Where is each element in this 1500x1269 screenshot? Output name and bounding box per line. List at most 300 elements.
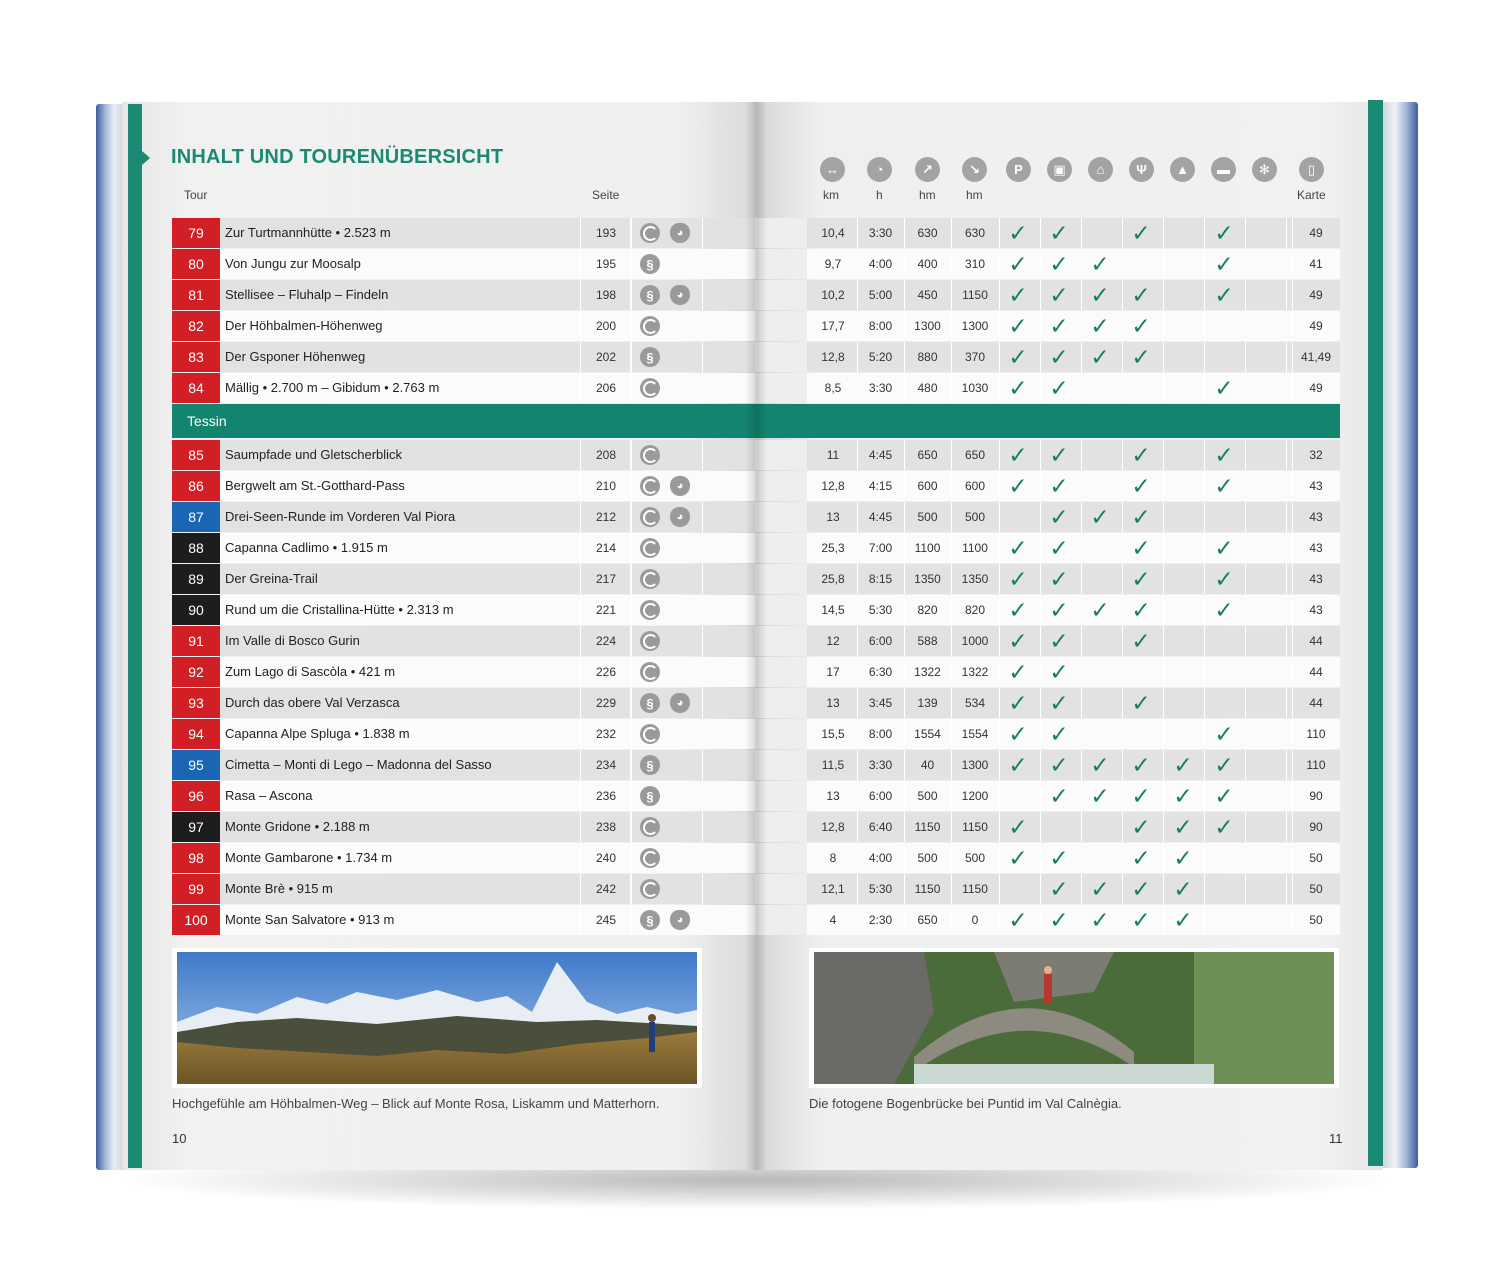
tour-name: Zur Turtmannhütte • 2.523 m bbox=[225, 225, 391, 240]
divider bbox=[999, 719, 1000, 749]
divider bbox=[1081, 595, 1082, 625]
tour-descent: 1150 bbox=[962, 882, 988, 896]
tour-map: 49 bbox=[1309, 288, 1323, 302]
divider bbox=[702, 688, 703, 718]
divider bbox=[1245, 874, 1246, 904]
tour-km: 25,3 bbox=[821, 541, 845, 555]
divider bbox=[1286, 781, 1287, 811]
signpost-icon: ↔ bbox=[820, 157, 845, 182]
divider bbox=[1122, 626, 1123, 656]
divider bbox=[1163, 280, 1164, 310]
hut-icon: ▲ bbox=[1170, 157, 1195, 182]
path-wave-icon: § bbox=[640, 910, 660, 930]
tour-number: 99 bbox=[172, 874, 220, 904]
divider bbox=[1245, 342, 1246, 372]
page-number-right: 11 bbox=[1329, 1131, 1343, 1146]
tour-ascent: 500 bbox=[917, 510, 938, 524]
tour-map: 110 bbox=[1306, 758, 1326, 772]
col-km: km bbox=[823, 188, 839, 202]
divider bbox=[1245, 750, 1246, 780]
divider bbox=[1122, 874, 1123, 904]
tour-km: 8,5 bbox=[824, 381, 842, 395]
matterhorn-panorama bbox=[177, 952, 697, 1084]
divider bbox=[1122, 781, 1123, 811]
divider bbox=[702, 373, 703, 403]
path-wave-icon: § bbox=[640, 254, 660, 274]
tour-page: 214 bbox=[580, 533, 632, 563]
tour-number: 82 bbox=[172, 311, 220, 341]
check-icon: ✓ bbox=[1049, 907, 1069, 933]
check-icon: ✓ bbox=[1173, 845, 1193, 871]
divider bbox=[1204, 311, 1205, 341]
check-icon: ✓ bbox=[1131, 597, 1151, 623]
tour-hours: 6:30 bbox=[868, 665, 893, 679]
check-icon: ✓ bbox=[1090, 504, 1110, 530]
divider bbox=[1286, 719, 1287, 749]
divider bbox=[1081, 471, 1082, 501]
check-icon: ✓ bbox=[1131, 876, 1151, 902]
right-green-strip bbox=[1368, 100, 1383, 1166]
check-icon: ✓ bbox=[1131, 690, 1151, 716]
tour-km: 12,1 bbox=[821, 882, 845, 896]
round-tour-icon bbox=[640, 848, 660, 868]
check-icon: ✓ bbox=[1214, 597, 1234, 623]
divider bbox=[1204, 905, 1205, 935]
divider bbox=[1122, 812, 1123, 842]
divider bbox=[1245, 626, 1246, 656]
divider bbox=[1204, 373, 1205, 403]
stone-bridge-photo bbox=[814, 952, 1334, 1084]
tour-km: 10,2 bbox=[821, 288, 845, 302]
check-icon: ✓ bbox=[1131, 313, 1151, 339]
check-icon: ✓ bbox=[1131, 566, 1151, 592]
check-icon: ✓ bbox=[1049, 251, 1069, 277]
tour-map: 43 bbox=[1309, 510, 1323, 524]
check-icon: ✓ bbox=[1090, 344, 1110, 370]
col-hm-down: hm bbox=[966, 188, 983, 202]
divider bbox=[630, 218, 631, 248]
tour-name: Durch das obere Val Verzasca bbox=[225, 695, 400, 710]
tour-ascent: 500 bbox=[917, 851, 938, 865]
tour-hours: 4:00 bbox=[868, 851, 893, 865]
divider bbox=[1286, 843, 1287, 873]
divider bbox=[1204, 564, 1205, 594]
tour-name: Capanna Cadlimo • 1.915 m bbox=[225, 540, 388, 555]
divider bbox=[999, 564, 1000, 594]
path-wave-icon: § bbox=[640, 693, 660, 713]
check-icon: ✓ bbox=[1049, 535, 1069, 561]
divider bbox=[702, 471, 703, 501]
check-icon: ✓ bbox=[1131, 442, 1151, 468]
family-bear-icon: ◕ bbox=[670, 476, 690, 496]
tour-descent: 370 bbox=[964, 350, 986, 364]
family-bear-icon: ◕ bbox=[670, 693, 690, 713]
tour-page: 234 bbox=[580, 750, 632, 780]
tour-map: 41,49 bbox=[1300, 350, 1332, 364]
check-icon: ✓ bbox=[1131, 752, 1151, 778]
divider bbox=[1245, 218, 1246, 248]
tour-descent: 1150 bbox=[962, 288, 988, 302]
divider bbox=[1204, 812, 1205, 842]
divider bbox=[1204, 502, 1205, 532]
check-icon: ✓ bbox=[1214, 282, 1234, 308]
divider bbox=[1122, 688, 1123, 718]
divider bbox=[1245, 657, 1246, 687]
divider bbox=[1040, 342, 1041, 372]
check-icon: ✓ bbox=[1131, 845, 1151, 871]
tour-name: Der Höhbalmen-Höhenweg bbox=[225, 318, 383, 333]
tour-hours: 3:45 bbox=[868, 696, 893, 710]
divider bbox=[702, 874, 703, 904]
tour-hours: 2:30 bbox=[868, 913, 893, 927]
tour-number: 93 bbox=[172, 688, 220, 718]
round-tour-icon bbox=[640, 817, 660, 837]
divider bbox=[1163, 249, 1164, 279]
tour-descent: 0 bbox=[971, 913, 979, 927]
map-icon: ▯ bbox=[1299, 157, 1324, 182]
divider bbox=[1286, 595, 1287, 625]
divider bbox=[1286, 471, 1287, 501]
divider bbox=[1122, 533, 1123, 563]
divider bbox=[1081, 440, 1082, 470]
divider bbox=[702, 218, 703, 248]
divider bbox=[1286, 688, 1287, 718]
divider bbox=[1286, 533, 1287, 563]
divider bbox=[1081, 905, 1082, 935]
divider bbox=[1163, 440, 1164, 470]
tour-number: 83 bbox=[172, 342, 220, 372]
tour-descent: 1100 bbox=[962, 541, 988, 555]
tour-name: Der Gsponer Höhenweg bbox=[225, 349, 366, 364]
tour-ascent: 40 bbox=[920, 758, 935, 772]
check-icon: ✓ bbox=[1049, 628, 1069, 654]
tour-map: 44 bbox=[1309, 696, 1323, 710]
divider bbox=[630, 657, 631, 687]
divider bbox=[630, 750, 631, 780]
family-bear-icon: ◕ bbox=[670, 507, 690, 527]
tour-name: Von Jungu zur Moosalp bbox=[225, 256, 361, 271]
check-icon: ✓ bbox=[1008, 628, 1028, 654]
section-label: Tessin bbox=[187, 413, 227, 429]
divider bbox=[702, 781, 703, 811]
divider bbox=[1040, 719, 1041, 749]
divider bbox=[630, 781, 631, 811]
check-icon: ✓ bbox=[1008, 220, 1028, 246]
tour-page: 245 bbox=[580, 905, 632, 935]
round-tour-icon bbox=[640, 662, 660, 682]
check-icon: ✓ bbox=[1049, 375, 1069, 401]
tour-km: 4 bbox=[829, 913, 837, 927]
tour-descent: 1350 bbox=[961, 572, 989, 586]
tour-hours: 6:40 bbox=[868, 820, 893, 834]
divider bbox=[1245, 440, 1246, 470]
divider bbox=[1163, 812, 1164, 842]
divider bbox=[1040, 874, 1041, 904]
divider bbox=[1122, 595, 1123, 625]
divider bbox=[1081, 311, 1082, 341]
check-icon: ✓ bbox=[1008, 282, 1028, 308]
family-bear-icon: ◕ bbox=[670, 285, 690, 305]
check-icon: ✓ bbox=[1214, 535, 1234, 561]
divider bbox=[702, 280, 703, 310]
check-icon: ✓ bbox=[1214, 566, 1234, 592]
check-icon: ✓ bbox=[1131, 628, 1151, 654]
divider bbox=[1163, 719, 1164, 749]
tour-page: 202 bbox=[580, 342, 632, 372]
tour-number: 88 bbox=[172, 533, 220, 563]
tour-page: 232 bbox=[580, 719, 632, 749]
check-icon: ✓ bbox=[1214, 375, 1234, 401]
round-tour-icon bbox=[640, 631, 660, 651]
divider bbox=[999, 874, 1000, 904]
tour-hours: 4:45 bbox=[868, 510, 893, 524]
round-tour-icon bbox=[640, 507, 660, 527]
tour-name: Monte San Salvatore • 913 m bbox=[225, 912, 395, 927]
divider bbox=[1040, 626, 1041, 656]
divider bbox=[1040, 471, 1041, 501]
tour-map: 41 bbox=[1309, 257, 1323, 271]
divider bbox=[1122, 657, 1123, 687]
divider bbox=[1204, 626, 1205, 656]
divider bbox=[1081, 533, 1082, 563]
check-icon: ✓ bbox=[1173, 876, 1193, 902]
check-icon: ✓ bbox=[1131, 907, 1151, 933]
tour-name: Saumpfade und Gletscherblick bbox=[225, 447, 403, 462]
tour-km: 10,4 bbox=[821, 226, 845, 240]
divider bbox=[630, 595, 631, 625]
tour-ascent: 1150 bbox=[914, 820, 941, 834]
check-icon: ✓ bbox=[1049, 282, 1069, 308]
tour-km: 14,5 bbox=[821, 603, 845, 617]
divider bbox=[1040, 440, 1041, 470]
path-wave-icon: § bbox=[640, 786, 660, 806]
check-icon: ✓ bbox=[1008, 566, 1028, 592]
divider bbox=[1204, 280, 1205, 310]
tour-name: Rund um die Cristallina-Hütte • 2.313 m bbox=[225, 602, 454, 617]
round-tour-icon bbox=[640, 223, 660, 243]
tour-km: 17,7 bbox=[821, 319, 845, 333]
divider bbox=[1286, 657, 1287, 687]
tour-number: 92 bbox=[172, 657, 220, 687]
divider bbox=[1122, 218, 1123, 248]
tour-ascent: 400 bbox=[917, 257, 938, 271]
divider bbox=[1122, 373, 1123, 403]
book-gutter bbox=[745, 102, 767, 1170]
divider bbox=[702, 626, 703, 656]
family-bear-icon: ◕ bbox=[670, 223, 690, 243]
round-tour-icon bbox=[640, 538, 660, 558]
divider bbox=[1245, 280, 1246, 310]
check-icon: ✓ bbox=[1214, 721, 1234, 747]
check-icon: ✓ bbox=[1008, 845, 1028, 871]
tour-map: 44 bbox=[1309, 634, 1323, 648]
check-icon: ✓ bbox=[1008, 721, 1028, 747]
divider bbox=[1163, 874, 1164, 904]
tour-ascent: 880 bbox=[917, 350, 938, 364]
caption-right: Die fotogene Bogenbrücke bei Puntid im Val Calnègia. bbox=[809, 1096, 1122, 1111]
divider bbox=[999, 373, 1000, 403]
check-icon: ✓ bbox=[1049, 721, 1069, 747]
divider bbox=[1204, 657, 1205, 687]
title-arrow-icon bbox=[142, 151, 150, 165]
divider bbox=[1081, 626, 1082, 656]
divider bbox=[630, 502, 631, 532]
divider bbox=[1122, 471, 1123, 501]
tour-number: 87 bbox=[172, 502, 220, 532]
check-icon: ✓ bbox=[1008, 690, 1028, 716]
divider bbox=[1040, 502, 1041, 532]
divider bbox=[630, 812, 631, 842]
divider bbox=[702, 750, 703, 780]
tour-ascent: 1554 bbox=[914, 727, 941, 741]
divider bbox=[999, 905, 1000, 935]
divider bbox=[1040, 280, 1041, 310]
tour-ascent: 650 bbox=[917, 913, 938, 927]
tour-name: Der Greina-Trail bbox=[225, 571, 318, 586]
divider bbox=[1163, 471, 1164, 501]
tour-page: 206 bbox=[580, 373, 632, 403]
tour-descent: 1554 bbox=[961, 727, 989, 741]
divider bbox=[1245, 311, 1246, 341]
tour-name: Drei-Seen-Runde im Vorderen Val Piora bbox=[225, 509, 456, 524]
tour-km: 13 bbox=[826, 510, 840, 524]
divider bbox=[999, 688, 1000, 718]
divider bbox=[1286, 249, 1287, 279]
check-icon: ✓ bbox=[1173, 783, 1193, 809]
divider bbox=[1163, 626, 1164, 656]
divider bbox=[1245, 812, 1246, 842]
tour-descent: 500 bbox=[964, 510, 986, 524]
tour-hours: 3:30 bbox=[868, 226, 893, 240]
divider bbox=[1204, 750, 1205, 780]
divider bbox=[702, 657, 703, 687]
divider bbox=[630, 905, 631, 935]
divider bbox=[999, 812, 1000, 842]
check-icon: ✓ bbox=[1049, 313, 1069, 339]
check-icon: ✓ bbox=[1049, 752, 1069, 778]
divider bbox=[1286, 373, 1287, 403]
divider bbox=[1204, 719, 1205, 749]
divider bbox=[630, 440, 631, 470]
round-tour-icon bbox=[640, 445, 660, 465]
tour-page: 221 bbox=[580, 595, 632, 625]
tour-ascent: 1350 bbox=[914, 572, 941, 586]
check-icon: ✓ bbox=[1008, 814, 1028, 840]
divider bbox=[1081, 342, 1082, 372]
tour-map: 32 bbox=[1309, 448, 1323, 462]
round-tour-icon bbox=[640, 378, 660, 398]
divider bbox=[1286, 905, 1287, 935]
tour-name: Rasa – Ascona bbox=[225, 788, 313, 803]
tour-ascent: 588 bbox=[917, 634, 938, 648]
divider bbox=[999, 502, 1000, 532]
divider bbox=[630, 626, 631, 656]
divider bbox=[702, 311, 703, 341]
tour-number: 96 bbox=[172, 781, 220, 811]
tour-descent: 1300 bbox=[961, 319, 989, 333]
divider bbox=[999, 471, 1000, 501]
check-icon: ✓ bbox=[1008, 473, 1028, 499]
divider bbox=[1081, 781, 1082, 811]
check-icon: ✓ bbox=[1008, 344, 1028, 370]
divider bbox=[702, 440, 703, 470]
tour-hours: 4:45 bbox=[868, 448, 893, 462]
photo-bridge bbox=[809, 948, 1339, 1088]
uphill-icon: ↗ bbox=[915, 157, 940, 182]
divider bbox=[1040, 657, 1041, 687]
divider bbox=[1081, 843, 1082, 873]
divider bbox=[999, 249, 1000, 279]
tour-hours: 3:30 bbox=[868, 381, 893, 395]
tour-ascent: 450 bbox=[917, 288, 938, 302]
divider bbox=[1081, 750, 1082, 780]
tour-descent: 820 bbox=[964, 603, 986, 617]
tour-map: 49 bbox=[1309, 319, 1323, 333]
tour-descent: 650 bbox=[964, 448, 986, 462]
tour-hours: 5:30 bbox=[868, 882, 893, 896]
tour-ascent: 630 bbox=[917, 226, 938, 240]
divider bbox=[1122, 311, 1123, 341]
divider bbox=[1040, 373, 1041, 403]
snowflake-icon: ✻ bbox=[1252, 157, 1277, 182]
tour-hours: 5:00 bbox=[868, 288, 893, 302]
tour-km: 17 bbox=[826, 665, 840, 679]
check-icon: ✓ bbox=[1090, 752, 1110, 778]
tour-map: 43 bbox=[1309, 603, 1323, 617]
divider bbox=[630, 471, 631, 501]
tour-number: 84 bbox=[172, 373, 220, 403]
check-icon: ✓ bbox=[1008, 313, 1028, 339]
check-icon: ✓ bbox=[1008, 375, 1028, 401]
tour-km: 13 bbox=[826, 696, 840, 710]
col-seite: Seite bbox=[592, 188, 620, 202]
path-wave-icon: § bbox=[640, 285, 660, 305]
check-icon: ✓ bbox=[1131, 473, 1151, 499]
tour-ascent: 480 bbox=[917, 381, 938, 395]
divider bbox=[1081, 719, 1082, 749]
col-tour: Tour bbox=[184, 188, 208, 202]
col-karte: Karte bbox=[1297, 188, 1326, 202]
tour-hours: 6:00 bbox=[868, 789, 893, 803]
divider bbox=[1122, 843, 1123, 873]
check-icon: ✓ bbox=[1173, 814, 1193, 840]
divider bbox=[999, 342, 1000, 372]
divider bbox=[1245, 843, 1246, 873]
divider bbox=[702, 502, 703, 532]
tour-map: 49 bbox=[1309, 226, 1323, 240]
divider bbox=[1081, 564, 1082, 594]
divider bbox=[999, 440, 1000, 470]
divider bbox=[1163, 688, 1164, 718]
check-icon: ✓ bbox=[1214, 251, 1234, 277]
tour-page: 240 bbox=[580, 843, 632, 873]
tour-page: 208 bbox=[580, 440, 632, 470]
divider bbox=[1245, 719, 1246, 749]
divider bbox=[999, 657, 1000, 687]
check-icon: ✓ bbox=[1214, 473, 1234, 499]
divider bbox=[630, 373, 631, 403]
divider bbox=[1081, 812, 1082, 842]
tour-number: 85 bbox=[172, 440, 220, 470]
tour-hours: 5:30 bbox=[868, 603, 893, 617]
divider bbox=[630, 874, 631, 904]
divider bbox=[1081, 502, 1082, 532]
tour-number: 81 bbox=[172, 280, 220, 310]
tour-name: Mällig • 2.700 m – Gibidum • 2.763 m bbox=[225, 380, 440, 395]
restaurant-icon: Ψ bbox=[1129, 157, 1154, 182]
tour-page: 193 bbox=[580, 218, 632, 248]
tour-name: Monte Gambarone • 1.734 m bbox=[225, 850, 393, 865]
